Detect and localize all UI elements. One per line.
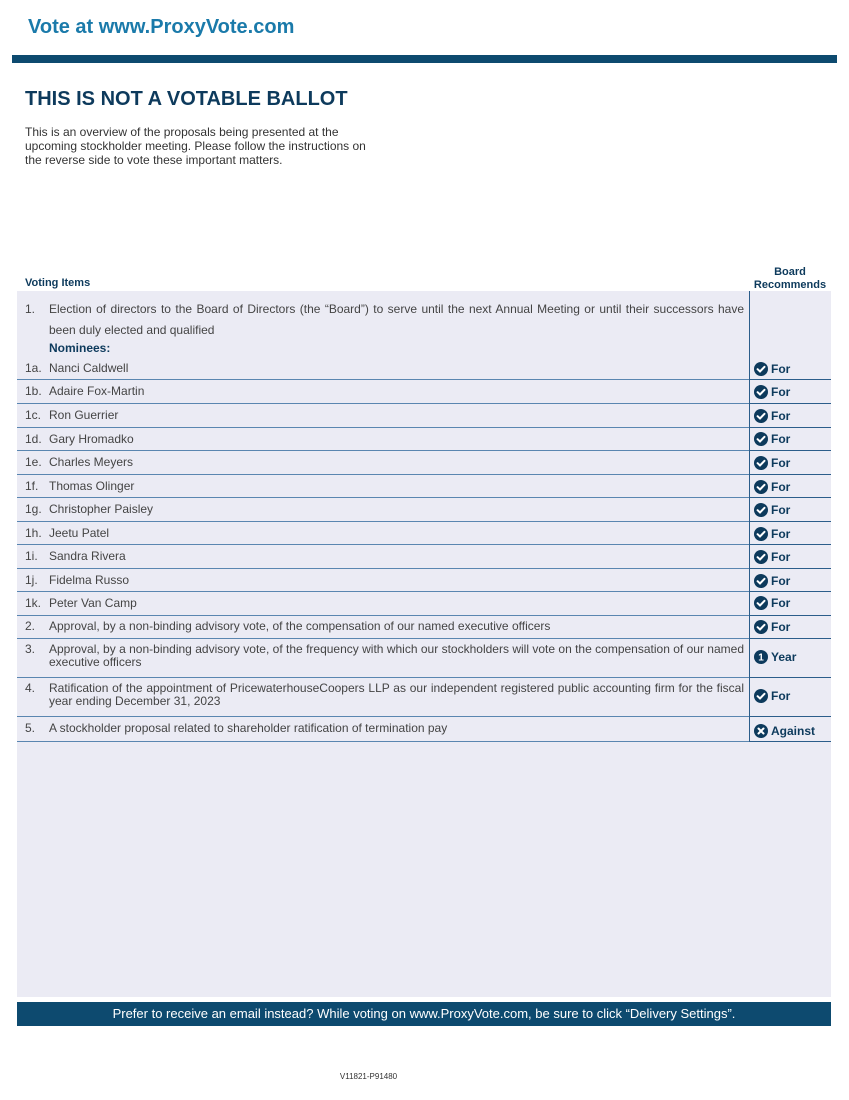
nominee-number: 1j. — [25, 573, 38, 587]
nominee-number: 1h. — [25, 526, 42, 540]
nominee-number: 1a. — [25, 361, 42, 375]
proposal-row — [17, 682, 831, 718]
nominee-number: 1k. — [25, 596, 42, 610]
nominee-name: Adaire Fox-Martin — [49, 384, 145, 398]
board-recommendation — [754, 550, 790, 564]
recommend-divider — [750, 615, 831, 616]
nominee-name: Peter Van Camp — [49, 596, 137, 610]
recommend-divider — [750, 521, 831, 522]
check-circle-icon — [754, 432, 768, 446]
proposal-number: 3. — [25, 642, 36, 656]
recommendation-label: For — [771, 574, 791, 588]
nominee-row — [17, 502, 831, 518]
intro-line: upcoming stockholder meeting. Please follow the instructions on — [25, 139, 366, 153]
recommend-divider — [750, 403, 831, 404]
nominee-number: 1i. — [25, 549, 38, 563]
check-circle-icon — [754, 620, 768, 634]
recommendation-label: For — [771, 689, 791, 703]
delivery-settings-banner: Prefer to receive an email instead? While voting on www.ProxyVote.com, be sure to click “Delivery Settings”. — [17, 1002, 831, 1026]
recommendation-label: Against — [771, 724, 816, 738]
recommendation-label: For — [771, 385, 791, 399]
board-recommendation — [754, 574, 790, 588]
nominee-name: Fidelma Russo — [49, 573, 130, 587]
nominee-row — [17, 549, 831, 565]
row-divider — [17, 544, 749, 545]
nominee-name: Christopher Paisley — [49, 502, 154, 516]
row-divider — [17, 677, 749, 678]
nominee-row — [17, 361, 831, 377]
nominee-number: 1e. — [25, 455, 42, 469]
nominee-row — [17, 573, 831, 589]
recommendation-label: For — [771, 432, 791, 446]
recommendation-label: For — [771, 527, 791, 541]
check-circle-icon — [754, 574, 768, 588]
row-divider — [17, 741, 749, 742]
recommendation-label: For — [771, 503, 791, 517]
check-circle-icon — [754, 596, 768, 610]
nominee-row — [17, 479, 831, 495]
nominee-row — [17, 384, 831, 400]
recommend-divider — [750, 741, 831, 742]
proposal-number: 4. — [25, 681, 36, 695]
svg-text:1: 1 — [758, 652, 764, 664]
nominee-name: Ron Guerrier — [49, 408, 119, 422]
voting-items-header: Voting Items — [25, 277, 91, 289]
proposal-row — [17, 643, 831, 679]
header-divider-bar — [12, 55, 837, 63]
board-recommends-line: Recommends — [753, 279, 827, 291]
board-recommendation — [754, 385, 790, 399]
nominee-name: Nanci Caldwell — [49, 361, 129, 375]
nominee-name: Sandra Rivera — [49, 549, 126, 563]
check-circle-icon — [754, 409, 768, 423]
recommendation-label: For — [771, 456, 791, 470]
row-divider — [17, 638, 749, 639]
board-recommendation — [754, 689, 790, 703]
nominee-row — [17, 526, 831, 542]
nominee-name: Charles Meyers — [49, 455, 134, 469]
nominee-row — [17, 596, 831, 612]
row-divider — [17, 427, 749, 428]
board-recommendation — [754, 503, 790, 517]
nominee-row — [17, 432, 831, 448]
nominees-label: Nominees: — [49, 341, 111, 355]
nominee-name: Thomas Olinger — [49, 479, 135, 493]
proposal-text: A stockholder proposal related to shareholder ratification of termination pay — [49, 721, 448, 735]
nominee-number: 1b. — [25, 384, 42, 398]
intro-text — [25, 125, 425, 167]
board-recommendation — [754, 409, 790, 423]
nominee-row — [17, 455, 831, 471]
recommendation-label: For — [771, 409, 791, 423]
check-circle-icon — [754, 480, 768, 494]
recommend-divider — [750, 638, 831, 639]
nominee-row — [17, 408, 831, 424]
check-circle-icon — [754, 456, 768, 470]
nominees-label-row — [17, 341, 831, 357]
proposal-number: 5. — [25, 721, 36, 735]
recommend-divider — [750, 568, 831, 569]
board-recommendation — [754, 596, 790, 610]
proposal-row — [17, 722, 831, 740]
board-recommendation — [754, 480, 790, 494]
recommend-divider — [750, 450, 831, 451]
proposal-row — [17, 620, 831, 638]
check-circle-icon — [754, 689, 768, 703]
board-recommends-header — [749, 266, 831, 292]
recommend-divider — [750, 544, 831, 545]
proposal-text: Ratification of the appointment of PricewaterhouseCoopers LLP as our independent registered public accounting firm for the fiscal year ending December 31, 2023 — [49, 681, 744, 708]
number-circle-icon — [754, 650, 768, 664]
check-circle-icon — [754, 503, 768, 517]
nominee-number: 1c. — [25, 408, 42, 422]
board-recommendation — [754, 527, 790, 541]
nominee-name: Gary Hromadko — [49, 432, 134, 446]
row-divider — [17, 474, 749, 475]
proposal-text: Approval, by a non-binding advisory vote, of the compensation of our named executive officers — [49, 619, 551, 633]
board-recommendation — [754, 456, 790, 470]
row-divider — [17, 497, 749, 498]
row-divider — [17, 591, 749, 592]
recommend-divider — [750, 379, 831, 380]
page-title: THIS IS NOT A VOTABLE BALLOT — [25, 88, 348, 110]
board-recommendation — [754, 650, 796, 664]
row-divider — [17, 568, 749, 569]
proxyvote-link[interactable]: Vote at www.ProxyVote.com — [28, 16, 295, 38]
row-divider — [17, 521, 749, 522]
recommend-divider — [750, 497, 831, 498]
row-divider — [17, 403, 749, 404]
recommendation-label: Year — [771, 650, 797, 664]
board-recommends-line: Board — [774, 266, 806, 278]
recommend-divider — [750, 474, 831, 475]
nominee-number: 1g. — [25, 502, 42, 516]
check-circle-icon — [754, 527, 768, 541]
nominee-number: 1f. — [25, 479, 39, 493]
board-recommendation — [754, 432, 790, 446]
row-divider — [17, 716, 749, 717]
check-circle-icon — [754, 550, 768, 564]
recommendation-label: For — [771, 550, 791, 564]
recommend-divider — [750, 716, 831, 717]
board-recommendation — [754, 724, 815, 738]
intro-line: This is an overview of the proposals being presented at the — [25, 125, 339, 139]
document-code: V11821-P91480 — [339, 1072, 398, 1081]
x-circle-icon — [754, 724, 768, 738]
recommend-divider — [750, 677, 831, 678]
row-divider — [17, 615, 749, 616]
proposal-text: Election of directors to the Board of Directors (the “Board”) to serve until the next Annual Meeting or until their successors have been duly elected and qualified — [49, 302, 744, 337]
nominee-name: Jeetu Patel — [49, 526, 110, 540]
proposal-number: 2. — [25, 619, 36, 633]
row-divider — [17, 379, 749, 380]
recommend-divider — [750, 427, 831, 428]
proposal-number: 1. — [25, 302, 36, 316]
nominee-number: 1d. — [25, 432, 42, 446]
check-circle-icon — [754, 362, 768, 376]
recommendation-label: For — [771, 362, 791, 376]
intro-line: the reverse side to vote these important matters. — [25, 153, 283, 167]
recommendation-label: For — [771, 620, 791, 634]
recommend-divider — [750, 591, 831, 592]
check-circle-icon — [754, 385, 768, 399]
proposal-text: Approval, by a non-binding advisory vote, of the frequency with which our stockholders will vote on the compensation of our named executive officers — [49, 642, 744, 669]
recommendation-label: For — [771, 480, 791, 494]
recommendation-label: For — [771, 596, 791, 610]
row-divider — [17, 450, 749, 451]
board-recommendation — [754, 620, 790, 634]
board-recommendation — [754, 362, 790, 376]
